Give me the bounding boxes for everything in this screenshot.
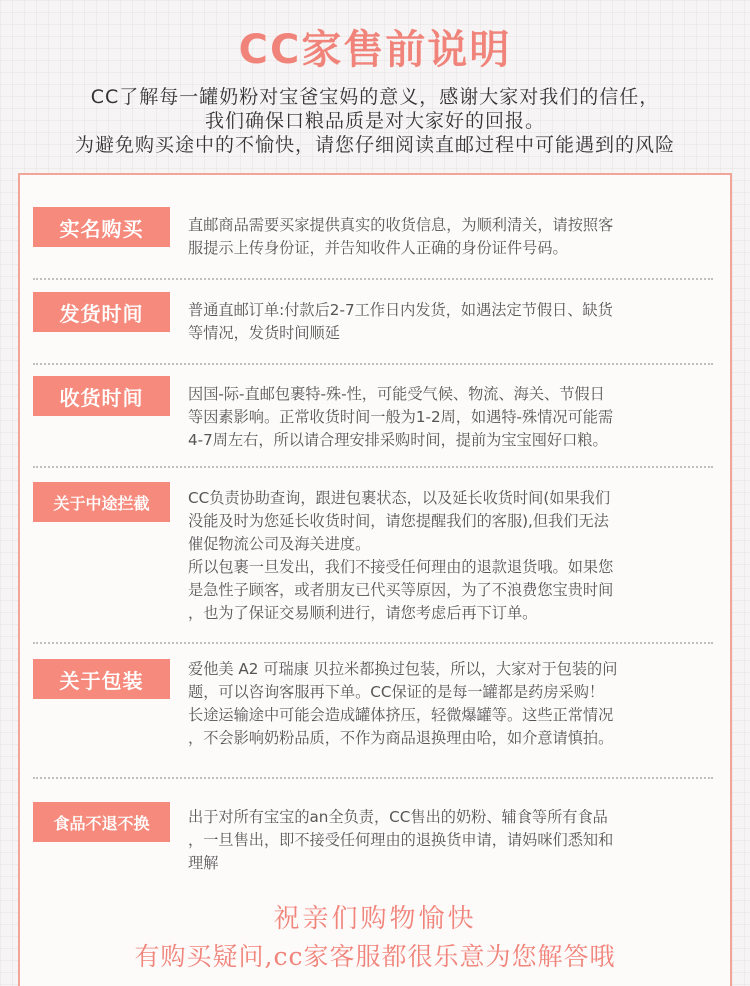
body-line: 长途运输途中可能会造成罐体挤压，轻微爆罐等。这些正常情况 [188, 706, 614, 724]
tag-shipping-time: 发货时间 [33, 292, 170, 332]
tag-packaging: 关于包装 [33, 659, 170, 699]
section-divider [33, 466, 713, 468]
footer-greeting: 祝亲们购物愉快 [273, 904, 477, 934]
intro-line-1: CC了解每一罐奶粉对宝爸宝妈的意义，感谢大家对我们的信任， [90, 86, 660, 108]
body-line: ，也为了保证交易顺利进行，请您考虑后再下订单。 [188, 604, 538, 622]
intro-line-2: 我们确保口粮品质是对大家好的回报。 [204, 110, 545, 132]
section-body-midway-interception [188, 487, 723, 625]
body-line: 直邮商品需要买家提供真实的收货信息，为顺利清关，请按照客 [188, 216, 614, 234]
section-divider [33, 363, 713, 365]
body-line: ，一旦售出，即不接受任何理由的退换货申请，请妈咪们悉知和 [188, 831, 614, 849]
body-line: CC负责协助查询，跟进包裹状态，以及延长收货时间(如果我们 [188, 489, 611, 507]
section-body-real-name-purchase [188, 214, 723, 260]
section-divider [33, 642, 713, 644]
intro-line-3: 为避免购买途中的不愉快，请您仔细阅读直邮过程中可能遇到的风险 [74, 134, 675, 156]
body-line: ，不会影响奶粉品质，不作为商品退换理由哈，如介意请慎拍。 [188, 729, 614, 747]
body-line: 普通直邮订单:付款后2-7工作日内发货，如遇法定节假日、缺货 [188, 301, 613, 319]
body-line: 爱他美 A2 可瑞康 贝拉米都换过包装，所以，大家对于包装的问 [188, 660, 618, 678]
page-title: CC家售前说明 [238, 27, 512, 73]
section-body-delivery-time [188, 383, 723, 452]
body-line: 出于对所有宝宝的an全负责，CC售出的奶粉、辅食等所有食品 [188, 808, 608, 826]
body-line: 服提示上传身份证，并告知收件人正确的身份证件号码。 [188, 239, 568, 257]
body-line: 题，可以咨询客服再下单。CC保证的是每一罐都是药房采购！ [188, 683, 605, 701]
section-body-packaging [188, 658, 723, 750]
tag-food-no-return: 食品不退不换 [33, 802, 170, 842]
body-line: 等因素影响。正常收货时间一般为1-2周，如遇特-殊情况可能需 [188, 408, 614, 426]
section-body-shipping-time [188, 299, 723, 345]
body-line: 等情况，发货时间顺延 [188, 324, 340, 342]
body-line: 因国-际-直邮包裹特-殊-性，可能受气候、物流、海关、节假日 [188, 385, 605, 403]
tag-real-name-purchase: 实名购买 [33, 207, 170, 247]
tag-midway-interception: 关于中途拦截 [33, 482, 170, 522]
body-line: 是急性子顾客，或者朋友已代买等原因，为了不浪费您宝贵时间 [188, 581, 614, 599]
body-line: 理解 [188, 854, 219, 872]
body-line: 所以包裹一旦发出，我们不接受任何理由的退款退货哦。如果您 [188, 558, 614, 576]
tag-delivery-time: 收货时间 [33, 376, 170, 416]
footer-service-note: 有购买疑问,cc家客服都很乐意为您解答哦 [134, 942, 616, 971]
body-line: 催促物流公司及海关进度。 [188, 535, 371, 553]
section-divider [33, 777, 713, 779]
section-divider [33, 278, 713, 280]
body-line: 没能及时为您延长收货时间，请您提醒我们的客服),但我们无法 [188, 512, 609, 530]
body-line: 4-7周左右，所以请合理安排采购时间，提前为宝宝囤好口粮。 [188, 431, 608, 449]
section-body-food-no-return [188, 806, 723, 875]
